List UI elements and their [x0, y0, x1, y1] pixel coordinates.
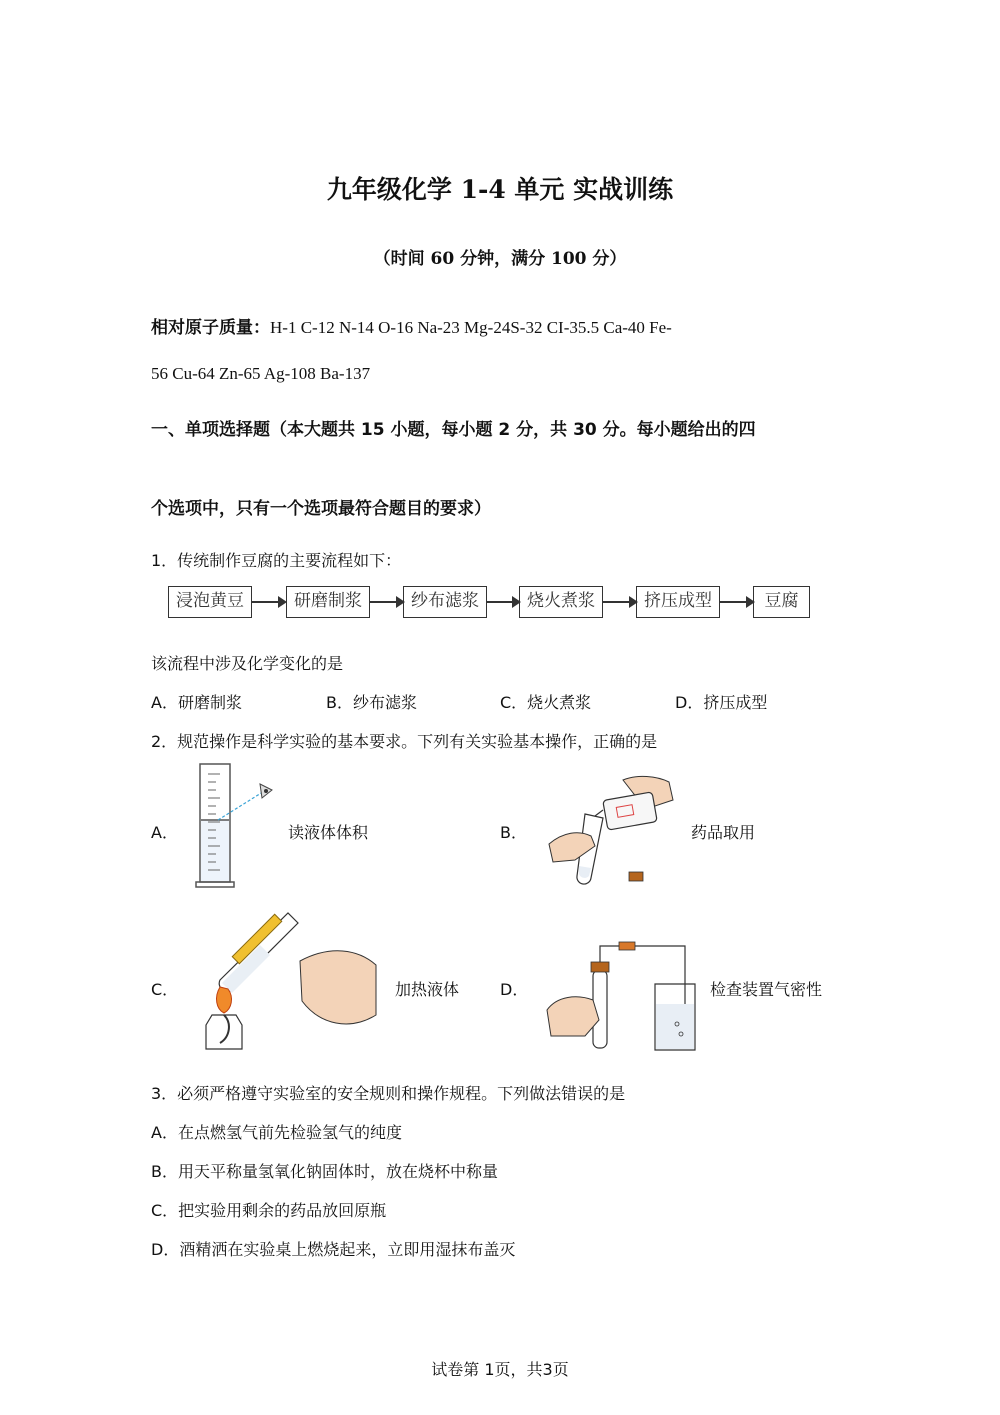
page-footer: 试卷第 1页，共3页 — [431, 1360, 569, 1379]
flow-arrow — [370, 601, 403, 603]
q2-option-a-letter: A． — [151, 823, 178, 842]
q2-stem: 2．规范操作是科学实验的基本要求。下列有关实验基本操作，正确的是 — [151, 732, 658, 751]
q3-option-d: D．酒精洒在实验桌上燃烧起来，立即用湿抹布盖灭 — [151, 1240, 516, 1259]
page-title: 九年级化学 1-4 单元 实战训练 — [326, 175, 674, 204]
reagent-pouring-figure — [545, 770, 680, 890]
q2-option-c-letter: C． — [151, 980, 179, 999]
section-1-heading-line-2: 个选项中，只有一个选项最符合题目的要求） — [151, 499, 491, 519]
flow-step-1: 浸泡黄豆 — [168, 586, 252, 618]
q1-option-c: C．烧火煮浆 — [500, 693, 592, 712]
section-1-heading-line-1: 一、单项选择题（本大题共 15 小题，每小题 2 分，共 30 分。每小题给出的四 — [151, 420, 756, 440]
airtightness-check-figure — [545, 940, 700, 1055]
q2-option-a-label: 读液体体积 — [288, 823, 369, 842]
q1-option-d: D．挤压成型 — [675, 693, 768, 712]
flow-step-5: 挤压成型 — [636, 586, 720, 618]
flow-arrow — [487, 601, 519, 603]
q2-option-b-letter: B． — [500, 823, 527, 842]
flow-step-4: 烧火煮浆 — [519, 586, 603, 618]
flow-step-3: 纱布滤浆 — [403, 586, 487, 618]
atomic-mass-line-1 — [151, 313, 672, 338]
q2-option-d-letter: D． — [500, 980, 529, 999]
q2-option-b-label: 药品取用 — [691, 823, 756, 842]
graduated-cylinder-figure — [190, 760, 280, 890]
q3-option-c: C．把实验用剩余的药品放回原瓶 — [151, 1201, 387, 1220]
flow-arrow — [252, 601, 285, 603]
q3-option-a: A．在点燃氢气前先检验氢气的纯度 — [151, 1123, 402, 1142]
q1-option-b: B．纱布滤浆 — [326, 693, 417, 712]
atomic-mass-label: 相对原子质量： — [151, 318, 270, 338]
flow-step-2: 研磨制浆 — [286, 586, 370, 618]
flow-step-6: 豆腐 — [753, 586, 810, 618]
heating-liquid-figure — [190, 905, 385, 1055]
q1-question: 该流程中涉及化学变化的是 — [151, 654, 344, 673]
flow-arrow — [603, 601, 636, 603]
q3-option-b: B．用天平称量氢氧化钠固体时，放在烧杯中称量 — [151, 1162, 498, 1181]
q2-option-c-label: 加热液体 — [395, 980, 460, 999]
atomic-mass-values-1: H-1 C-12 N-14 O-16 Na-23 Mg-24S-32 CI-35.5 Ca-40 Fe- — [270, 318, 672, 337]
q2-option-d-label: 检查装置气密性 — [710, 980, 823, 999]
page-subtitle: （时间 60 分钟，满分 100 分） — [373, 249, 627, 269]
q1-option-a: A．研磨制浆 — [151, 693, 242, 712]
q1-stem: 1．传统制作豆腐的主要流程如下： — [151, 551, 402, 570]
flow-arrow — [720, 601, 753, 603]
q3-stem: 3．必须严格遵守实验室的安全规则和操作规程。下列做法错误的是 — [151, 1084, 626, 1103]
atomic-mass-line-2: 56 Cu-64 Zn-65 Ag-108 Ba-137 — [151, 364, 371, 383]
